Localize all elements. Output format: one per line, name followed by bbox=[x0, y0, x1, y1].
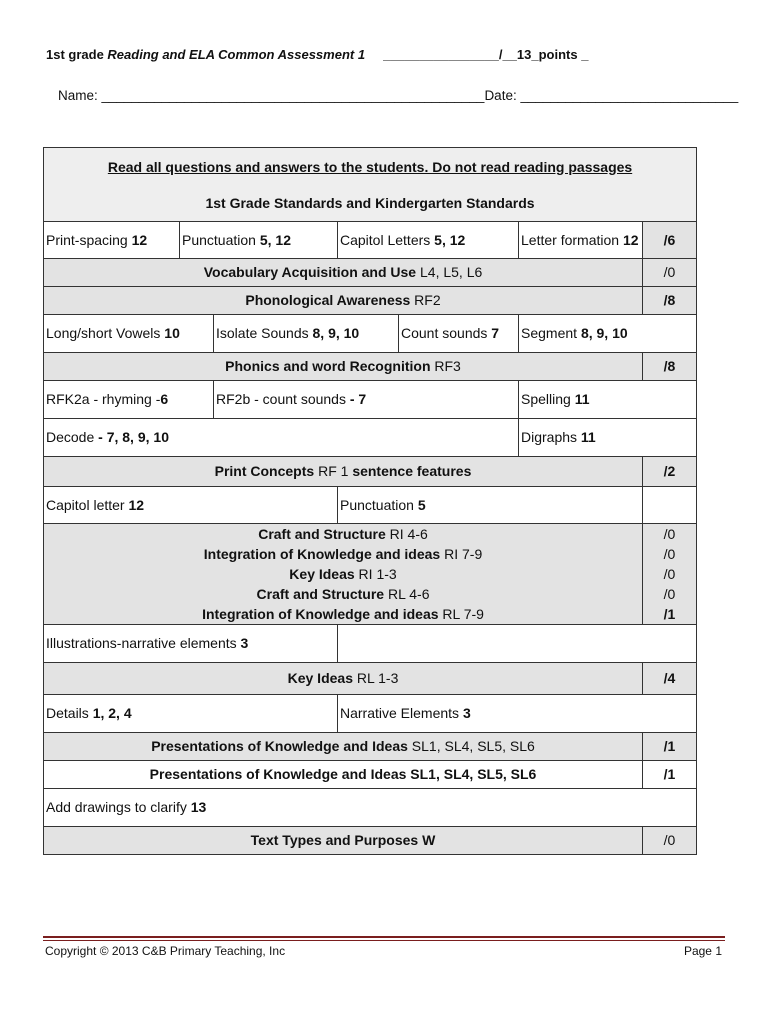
name-blank: _______________________________________________ bbox=[131, 88, 485, 103]
section-row-reading-standards bbox=[44, 524, 697, 625]
standards-heading: 1st Grade Standards and Kindergarten Standards bbox=[205, 194, 535, 211]
section-row-vocabulary: Vocabulary Acquisition and Use L4, L5, L6 /0 bbox=[44, 259, 697, 287]
table-row: Capitol letter 12 Punctuation 5 bbox=[44, 487, 697, 524]
table-row: Decode - 7, 8, 9, 10 Digraphs 11 bbox=[44, 419, 697, 457]
score-cell: /8 bbox=[643, 353, 697, 381]
score-cell: /2 bbox=[643, 457, 697, 487]
footer-divider-thin bbox=[43, 940, 725, 941]
list-item: Craft and Structure RI 4-6 bbox=[258, 526, 428, 542]
section-row-text-types: Text Types and Purposes W /0 bbox=[44, 827, 697, 855]
score-cell: /0 bbox=[643, 259, 697, 287]
name-date-line bbox=[58, 88, 738, 103]
instruction-text: Read all questions and answers to the students. Do not read reading passages bbox=[107, 158, 633, 175]
table-row: Details 1, 2, 4 Narrative Elements 3 bbox=[44, 695, 697, 733]
table-row: Print-spacing 12 Punctuation 5, 12 Capitol Letters 5, 12 Letter formation 12 /6 bbox=[44, 222, 697, 259]
table-row: Illustrations-narrative elements 3 bbox=[44, 625, 697, 663]
copyright-text: Copyright © 2013 C&B Primary Teaching, Inc bbox=[45, 944, 286, 958]
table-row: RFK2a - rhyming -6 RF2b - count sounds - 7 Spelling 11 bbox=[44, 381, 697, 419]
score-cell: /0 bbox=[643, 827, 697, 855]
name-label: Name: ____ bbox=[58, 88, 132, 103]
list-item: Integration of Knowledge and ideas RL 7-9 bbox=[202, 606, 484, 622]
section-row-key-ideas: Key Ideas RL 1-3 /4 bbox=[44, 663, 697, 695]
score-cell: /0 /0 /0 /0 /1 bbox=[643, 524, 697, 625]
section-row-presentations: Presentations of Knowledge and Ideas SL1, SL4, SL5, SL6 /1 bbox=[44, 733, 697, 761]
page-number: Page 1 bbox=[683, 944, 722, 958]
score-cell: /4 bbox=[643, 663, 697, 695]
table-row: Long/short Vowels 10 Isolate Sounds 8, 9, 10 Count sounds 7 Segment 8, 9, 10 bbox=[44, 315, 697, 353]
standards-rubric-table bbox=[43, 147, 697, 855]
score-cell: /1 bbox=[643, 761, 697, 789]
list-item: Craft and Structure RL 4-6 bbox=[256, 586, 430, 602]
score-cell: /6 bbox=[643, 222, 697, 259]
assessment-title: 1st grade Reading and ELA Common Assessment 1 ________________/__13_points _ bbox=[46, 47, 589, 62]
date-blank: _____________ bbox=[640, 88, 739, 103]
section-row-phonological: Phonological Awareness RF2 /8 bbox=[44, 287, 697, 315]
date-label: Date: ________________ bbox=[484, 88, 641, 103]
list-item: Key Ideas RI 1-3 bbox=[289, 566, 397, 582]
list-item: Integration of Knowledge and ideas RI 7-9 bbox=[203, 546, 483, 562]
score-blank: _____ bbox=[383, 47, 420, 62]
section-row-phonics: Phonics and word Recognition RF3 /8 bbox=[44, 353, 697, 381]
section-row-print-concepts: Print Concepts RF 1 sentence features /2 bbox=[44, 457, 697, 487]
total-points: ___________/__13_points _ bbox=[419, 47, 589, 62]
score-cell: /8 bbox=[643, 287, 697, 315]
table-row: Add drawings to clarify 13 bbox=[44, 789, 697, 827]
score-cell: /1 bbox=[643, 733, 697, 761]
instruction-row bbox=[44, 148, 697, 222]
section-row-presentations-2: Presentations of Knowledge and Ideas SL1, SL4, SL5, SL6 /1 bbox=[44, 761, 697, 789]
footer-divider bbox=[43, 936, 725, 938]
